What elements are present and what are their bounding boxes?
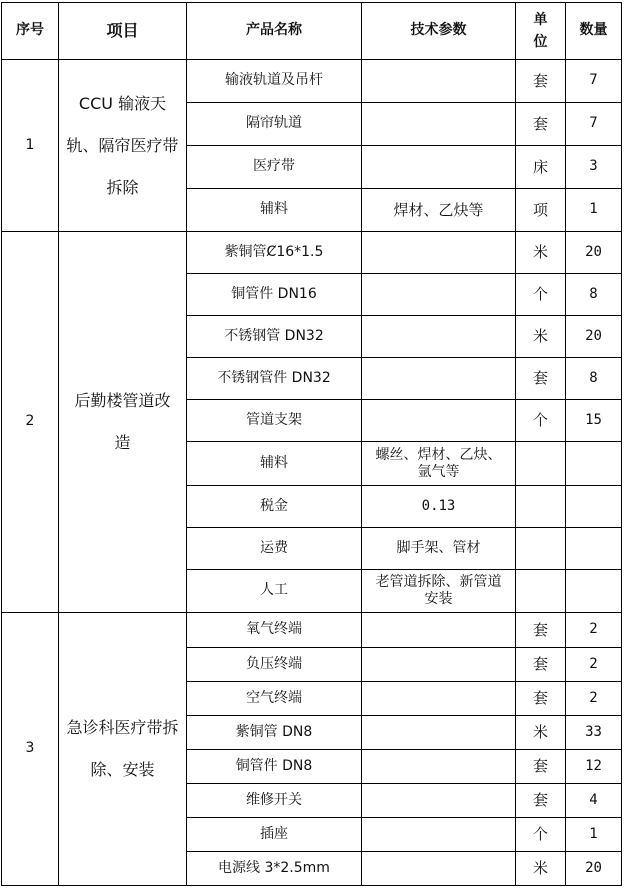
qty-cell: 3 (566, 146, 622, 189)
tech-params (362, 648, 516, 682)
tech-params (362, 818, 516, 852)
tech-params: 0.13 (362, 486, 516, 528)
header-params: 技术参数 (362, 3, 516, 60)
table-row (2, 60, 622, 103)
product-name: 隔帘轨道 (187, 103, 362, 146)
group-project: CCU 输液天轨、隔帘医疗带拆除 (59, 60, 187, 232)
tech-params (362, 750, 516, 784)
product-name: 负压终端 (187, 648, 362, 682)
qty-cell: 20 (566, 852, 622, 886)
product-name: 紫铜管 DN8 (187, 716, 362, 750)
header-project: 项目 (59, 3, 187, 60)
product-name: 不锈钢管 DN32 (187, 316, 362, 358)
qty-cell: 4 (566, 784, 622, 818)
group-seq: 1 (2, 60, 59, 232)
tech-params (362, 274, 516, 316)
unit-cell: 米 (516, 232, 566, 274)
unit-cell (516, 486, 566, 528)
unit-cell: 个 (516, 818, 566, 852)
unit-cell: 项 (516, 189, 566, 232)
header-qty: 数量 (566, 3, 622, 60)
header-row (2, 3, 622, 60)
product-name: 人工 (187, 570, 362, 613)
group-project: 后勤楼管道改造 (59, 232, 187, 613)
unit-cell: 套 (516, 784, 566, 818)
unit-cell: 套 (516, 613, 566, 648)
tech-params (362, 103, 516, 146)
tech-params (362, 358, 516, 400)
tech-params: 螺丝、焊材、乙炔、氩气等 (362, 442, 516, 486)
unit-cell: 米 (516, 852, 566, 886)
qty-cell: 2 (566, 648, 622, 682)
product-name: 税金 (187, 486, 362, 528)
qty-cell: 2 (566, 613, 622, 648)
unit-cell (516, 528, 566, 570)
group-project: 急诊科医疗带拆除、安装 (59, 613, 187, 886)
unit-cell: 个 (516, 400, 566, 442)
qty-cell: 2 (566, 682, 622, 716)
tech-params (362, 716, 516, 750)
tech-params: 脚手架、管材 (362, 528, 516, 570)
product-name: 氧气终端 (187, 613, 362, 648)
product-name: 运费 (187, 528, 362, 570)
tech-params: 老管道拆除、新管道安装 (362, 570, 516, 613)
unit-cell: 套 (516, 750, 566, 784)
table-row (2, 613, 622, 648)
unit-cell: 套 (516, 103, 566, 146)
unit-cell: 套 (516, 648, 566, 682)
product-name: 紫铜管Ȼ16*1.5 (187, 232, 362, 274)
qty-cell: 8 (566, 358, 622, 400)
tech-params (362, 146, 516, 189)
qty-cell: 15 (566, 400, 622, 442)
product-name: 空气终端 (187, 682, 362, 716)
header-product: 产品名称 (187, 3, 362, 60)
qty-cell: 8 (566, 274, 622, 316)
unit-cell: 个 (516, 274, 566, 316)
qty-cell: 1 (566, 189, 622, 232)
unit-cell: 套 (516, 358, 566, 400)
product-name: 维修开关 (187, 784, 362, 818)
header-unit: 单位 (516, 3, 566, 60)
product-name: 管道支架 (187, 400, 362, 442)
product-name: 铜管件 DN8 (187, 750, 362, 784)
qty-cell: 7 (566, 103, 622, 146)
group-seq: 3 (2, 613, 59, 886)
unit-cell: 米 (516, 716, 566, 750)
tech-params (362, 232, 516, 274)
materials-table (1, 2, 622, 886)
qty-cell (566, 442, 622, 486)
qty-cell: 20 (566, 316, 622, 358)
unit-cell (516, 442, 566, 486)
table-row (2, 232, 622, 274)
qty-cell: 1 (566, 818, 622, 852)
group-seq: 2 (2, 232, 59, 613)
qty-cell: 12 (566, 750, 622, 784)
header-seq: 序号 (2, 3, 59, 60)
tech-params (362, 316, 516, 358)
unit-cell (516, 570, 566, 613)
tech-params (362, 852, 516, 886)
qty-cell (566, 570, 622, 613)
tech-params (362, 682, 516, 716)
qty-cell: 20 (566, 232, 622, 274)
product-name: 输液轨道及吊杆 (187, 60, 362, 103)
qty-cell: 33 (566, 716, 622, 750)
tech-params: 焊材、乙炔等 (362, 189, 516, 232)
unit-cell: 套 (516, 682, 566, 716)
product-name: 电源线 3*2.5mm (187, 852, 362, 886)
product-name: 辅料 (187, 189, 362, 232)
tech-params (362, 400, 516, 442)
product-name: 插座 (187, 818, 362, 852)
tech-params (362, 60, 516, 103)
product-name: 辅料 (187, 442, 362, 486)
product-name: 不锈钢管件 DN32 (187, 358, 362, 400)
qty-cell: 7 (566, 60, 622, 103)
qty-cell (566, 528, 622, 570)
unit-cell: 套 (516, 60, 566, 103)
qty-cell (566, 486, 622, 528)
tech-params (362, 784, 516, 818)
tech-params (362, 613, 516, 648)
product-name: 医疗带 (187, 146, 362, 189)
unit-cell: 米 (516, 316, 566, 358)
product-name: 铜管件 DN16 (187, 274, 362, 316)
unit-cell: 床 (516, 146, 566, 189)
